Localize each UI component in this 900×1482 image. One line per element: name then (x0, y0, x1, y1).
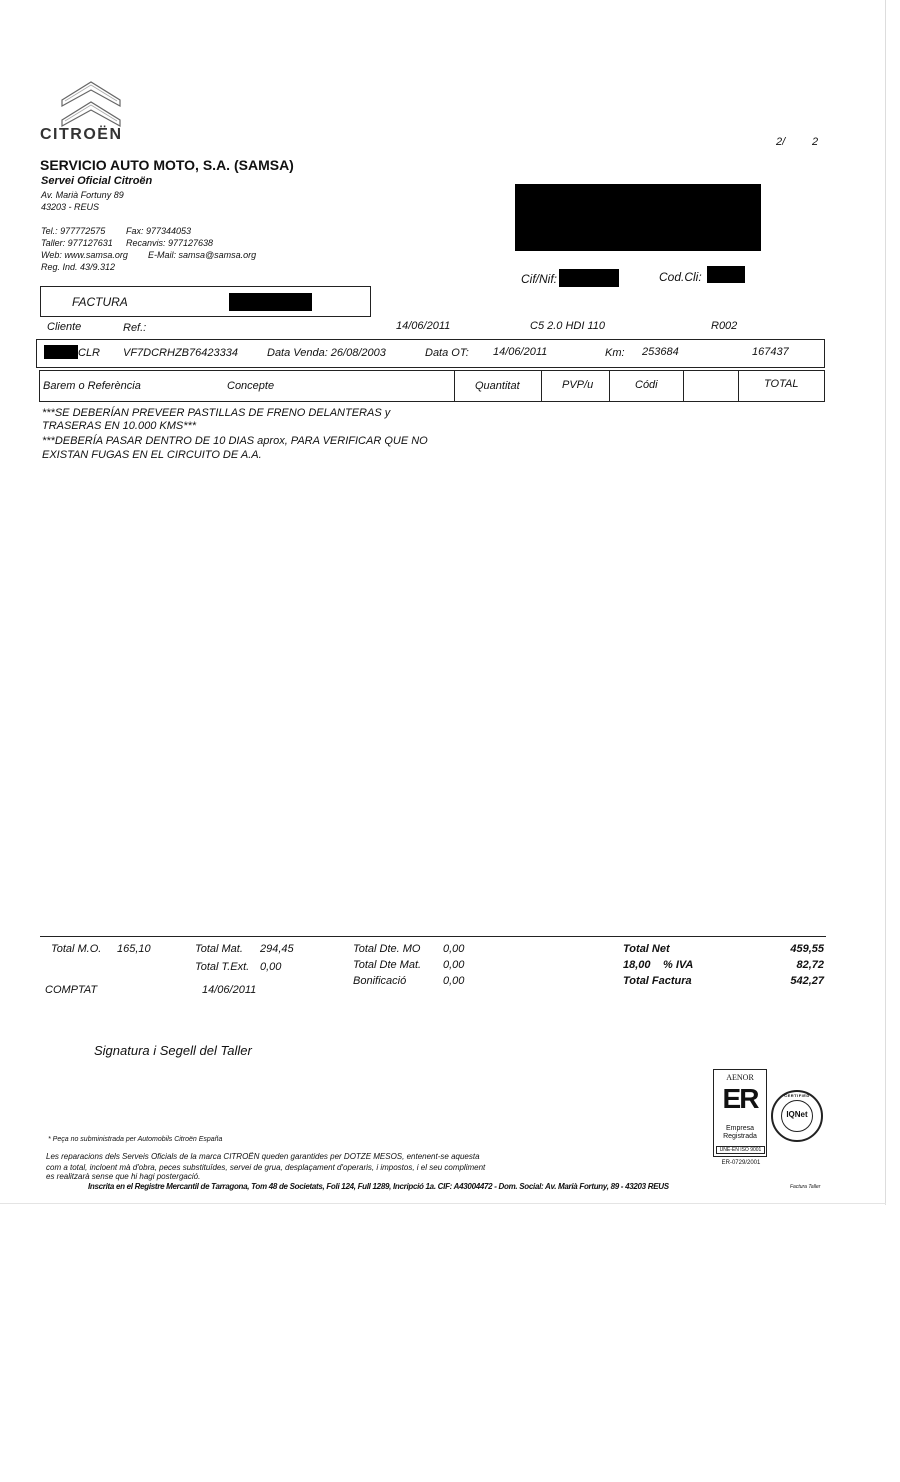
page-number-total: 2 (812, 136, 819, 148)
company-recanvis: Recanvis: 977127638 (126, 238, 214, 248)
total-mat-label: Total Mat. (195, 943, 243, 955)
iva-label: % IVA (663, 959, 694, 971)
registrada-label: Registrada (723, 1133, 757, 1140)
company-subtitle: Servei Oficial Citroën (41, 175, 153, 187)
total-dte-mo-value: 0,00 (443, 943, 465, 955)
codcli-label: Cod.Cli: (659, 270, 702, 284)
col-divider (609, 371, 610, 402)
brand-name: CITROËN (40, 126, 123, 143)
signature-label: Signatura i Segell del Taller (94, 1043, 252, 1058)
footer-guarantee-line-2: com a total, incloent mà d'obra, peces substituïdes, servei de grua, desplaçament d'operaris, i impostos, i el seu compliment (46, 1163, 486, 1172)
une-label: UNE-EN ISO 9001 (716, 1146, 765, 1154)
footer-guarantee-line-1: Les reparacions dels Serveis Oficials de la marca CITROËN queden garantides per DOTZE MESOS, entenent-se aquesta (46, 1152, 480, 1161)
col-divider (454, 371, 455, 402)
data-ot-label: Data OT: (425, 347, 469, 359)
footer-guarantee-line-3: es realitzarà sense que hi hagi postergació. (46, 1172, 201, 1181)
scan-edge-bottom (0, 1203, 886, 1204)
cif-label: Cif/Nif: (521, 272, 557, 286)
footer-star-note: * Peça no subministrada per Automobils Citroën España (48, 1136, 223, 1143)
redacted-plate (44, 345, 78, 359)
iva-value: 82,72 (796, 959, 824, 971)
vehicle-vin: VF7DCRHZB76423334 (123, 347, 238, 359)
company-email: E-Mail: samsa@samsa.org (148, 250, 257, 260)
total-mat-value: 294,45 (260, 943, 294, 955)
col-header-total: TOTAL (764, 378, 799, 390)
redacted-client-address (515, 184, 761, 251)
redacted-codcli (707, 266, 745, 283)
vehicle-model: C5 2.0 HDI 110 (530, 320, 606, 332)
col-header-barem: Barem o Referència (43, 380, 141, 392)
note-line: ***SE DEBERÍAN PREVEER PASTILLAS DE FRENO DELANTERAS y (42, 407, 391, 419)
iva-percent: 18,00 (623, 959, 651, 971)
scan-edge-right (885, 0, 886, 1205)
col-divider (683, 371, 684, 402)
iqnet-certified-badge (771, 1090, 823, 1142)
company-name: SERVICIO AUTO MOTO, S.A. (SAMSA) (40, 157, 294, 173)
total-dte-mat-label: Total Dte Mat. (353, 959, 422, 971)
note-line: ***DEBERÍA PASAR DENTRO DE 10 DIAS aprox, PARA VERIFICAR QUE NO (42, 435, 428, 447)
company-address-2: 43203 - REUS (41, 202, 100, 212)
company-taller: Taller: 977127631 (41, 238, 113, 248)
totals-separator (40, 936, 826, 937)
company-address-1: Av. Marià Fortuny 89 (41, 190, 124, 200)
km-label: Km: (605, 347, 625, 359)
redacted-invoice-number (229, 293, 312, 311)
total-mo-label: Total M.O. (51, 943, 102, 955)
ref-label: Ref.: (123, 322, 147, 334)
col-divider (738, 371, 739, 402)
citroen-double-chevron-icon (58, 70, 124, 128)
page-number-current: 2/ (776, 136, 786, 148)
col-header-codi: Códi (635, 379, 658, 391)
total-factura-value: 542,27 (790, 975, 824, 987)
payment-date: 14/06/2011 (202, 984, 257, 996)
total-net-value: 459,55 (790, 943, 824, 955)
company-web: Web: www.samsa.org (41, 250, 128, 260)
note-line: EXISTAN FUGAS EN EL CIRCUITO DE A.A. (42, 449, 262, 461)
aenor-label: AENOR (726, 1073, 754, 1082)
total-dte-mo-label: Total Dte. MO (353, 943, 421, 955)
iqnet-label: IQNet (786, 1110, 808, 1119)
company-fax: Fax: 977344053 (126, 226, 192, 236)
vehicle-data-venda: Data Venda: 26/08/2003 (267, 347, 386, 359)
bonificacio-value: 0,00 (443, 975, 465, 987)
payment-method: COMPTAT (45, 984, 98, 996)
vehicle-clr: CLR (78, 347, 101, 359)
col-header-concepte: Concepte (227, 380, 275, 392)
vehicle-number: 167437 (752, 346, 789, 358)
total-text-label: Total T.Ext. (195, 961, 250, 973)
col-header-quantitat: Quantitat (475, 380, 520, 392)
aenor-certification-badge (713, 1069, 767, 1157)
aenor-code: ER-0729/2001 (721, 1160, 761, 1166)
invoice-date: 14/06/2011 (396, 320, 451, 332)
total-net-label: Total Net (623, 943, 670, 955)
company-reg: Reg. Ind. 43/9.312 (41, 262, 116, 272)
redacted-cif (559, 269, 619, 287)
total-mo-value: 165,10 (117, 943, 151, 955)
certified-label: CERTIFIED (784, 1093, 810, 1098)
note-line: TRASERAS EN 10.000 KMS*** (42, 420, 197, 432)
factura-label: FACTURA (72, 295, 128, 309)
cliente-label: Cliente (47, 321, 82, 333)
footer-registry: Inscrita en el Registre Mercantil de Tarragona, Tom 48 de Societats, Foli 124, Full 1289, Incripció 1a. CIF: A43004472 - Dom. Social: Av. Marià Fortuny, 89 - 43203 REUS (88, 1182, 669, 1191)
total-dte-mat-value: 0,00 (443, 959, 465, 971)
col-header-pvp: PVP/u (562, 379, 594, 391)
km-value: 253684 (642, 346, 679, 358)
empresa-label: Empresa (725, 1125, 754, 1132)
table-header-box (39, 370, 825, 402)
er-mark: ER (722, 1083, 758, 1114)
footer-form-name: Factura Taller (790, 1184, 821, 1190)
total-factura-label: Total Factura (623, 975, 692, 987)
data-ot-value: 14/06/2011 (493, 346, 548, 358)
bonificacio-label: Bonificació (353, 975, 407, 987)
total-text-value: 0,00 (260, 961, 282, 973)
col-divider (541, 371, 542, 402)
info-code: R002 (711, 320, 738, 332)
company-tel: Tel.: 977772575 (41, 226, 106, 236)
